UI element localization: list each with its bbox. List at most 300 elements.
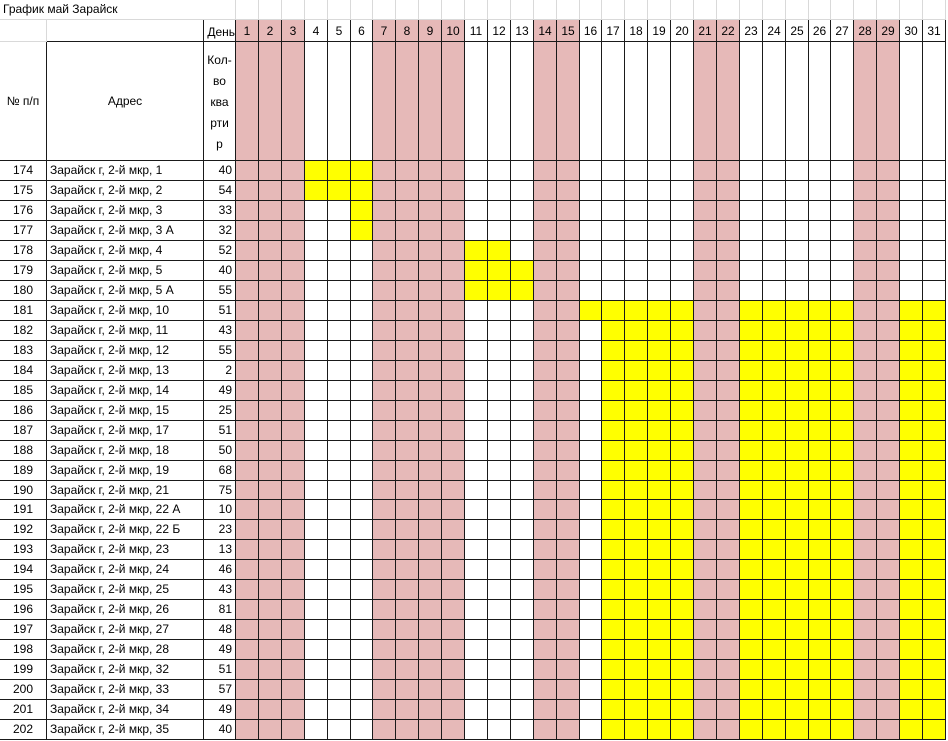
scheduled-day-cell[interactable] xyxy=(923,301,946,321)
day-cell[interactable] xyxy=(511,680,534,700)
row-address[interactable]: Зарайск г, 2-й мкр, 5 А xyxy=(47,281,204,301)
weekend-day-cell[interactable] xyxy=(236,720,259,740)
row-apartments[interactable]: 43 xyxy=(204,580,236,600)
day-cell[interactable] xyxy=(305,261,328,281)
weekend-day-cell[interactable] xyxy=(694,640,717,660)
scheduled-day-cell[interactable] xyxy=(671,720,694,740)
weekend-day-cell[interactable] xyxy=(419,720,442,740)
weekend-day-cell[interactable] xyxy=(694,660,717,680)
weekend-day-cell[interactable] xyxy=(534,500,557,520)
weekend-day-cell[interactable] xyxy=(694,361,717,381)
row-number[interactable]: 182 xyxy=(0,321,47,341)
day-cell[interactable] xyxy=(328,660,351,680)
row-number[interactable]: 175 xyxy=(0,181,47,201)
day-cell[interactable] xyxy=(511,520,534,540)
weekend-day-cell[interactable] xyxy=(717,421,740,441)
scheduled-day-cell[interactable] xyxy=(671,580,694,600)
day-cell[interactable] xyxy=(740,261,763,281)
scheduled-day-cell[interactable] xyxy=(923,720,946,740)
weekend-day-cell[interactable] xyxy=(419,261,442,281)
weekend-day-cell[interactable] xyxy=(396,421,419,441)
day-cell[interactable] xyxy=(625,281,648,301)
weekend-day-cell[interactable] xyxy=(236,500,259,520)
day-cell[interactable] xyxy=(580,580,602,600)
scheduled-day-cell[interactable] xyxy=(351,181,373,201)
scheduled-day-cell[interactable] xyxy=(763,481,786,500)
scheduled-day-cell[interactable] xyxy=(602,461,625,481)
day-cell[interactable] xyxy=(465,461,488,481)
scheduled-day-cell[interactable] xyxy=(831,401,854,421)
day-cell[interactable] xyxy=(786,281,809,301)
weekend-day-cell[interactable] xyxy=(694,620,717,640)
day-cell[interactable] xyxy=(351,520,373,540)
weekend-day-cell[interactable] xyxy=(534,221,557,241)
weekend-day-cell[interactable] xyxy=(282,281,305,301)
weekend-day-cell[interactable] xyxy=(717,401,740,421)
weekend-day-cell[interactable] xyxy=(694,381,717,401)
day-cell[interactable] xyxy=(671,281,694,301)
row-number[interactable]: 201 xyxy=(0,700,47,720)
scheduled-day-cell[interactable] xyxy=(671,700,694,720)
scheduled-day-cell[interactable] xyxy=(602,321,625,341)
weekend-day-cell[interactable] xyxy=(717,381,740,401)
row-number[interactable]: 187 xyxy=(0,421,47,441)
weekend-day-cell[interactable] xyxy=(694,421,717,441)
scheduled-day-cell[interactable] xyxy=(763,700,786,720)
weekend-day-cell[interactable] xyxy=(854,500,877,520)
row-address[interactable]: Зарайск г, 2-й мкр, 15 xyxy=(47,401,204,421)
weekend-day-cell[interactable] xyxy=(396,221,419,241)
weekend-day-cell[interactable] xyxy=(717,301,740,321)
weekend-day-cell[interactable] xyxy=(534,161,557,181)
weekend-day-cell[interactable] xyxy=(442,500,465,520)
scheduled-day-cell[interactable] xyxy=(671,680,694,700)
weekend-day-cell[interactable] xyxy=(373,281,396,301)
empty-cell[interactable] xyxy=(831,0,854,20)
day-cell[interactable] xyxy=(328,241,351,261)
day-column-header-cell[interactable] xyxy=(396,42,419,161)
scheduled-day-cell[interactable] xyxy=(809,580,831,600)
day-cell[interactable] xyxy=(488,341,511,361)
day-cell[interactable] xyxy=(923,241,946,261)
day-column-header-cell[interactable] xyxy=(809,42,831,161)
num-column-header[interactable]: № п/п xyxy=(0,42,47,161)
scheduled-day-cell[interactable] xyxy=(602,660,625,680)
day-cell[interactable] xyxy=(740,161,763,181)
weekend-day-cell[interactable] xyxy=(442,700,465,720)
scheduled-day-cell[interactable] xyxy=(671,321,694,341)
scheduled-day-cell[interactable] xyxy=(351,161,373,181)
day-header-cell[interactable]: 5 xyxy=(328,20,351,42)
day-cell[interactable] xyxy=(671,221,694,241)
day-column-header-cell[interactable] xyxy=(671,42,694,161)
row-address[interactable]: Зарайск г, 2-й мкр, 34 xyxy=(47,700,204,720)
scheduled-day-cell[interactable] xyxy=(602,680,625,700)
row-number[interactable]: 188 xyxy=(0,441,47,461)
day-cell[interactable] xyxy=(831,241,854,261)
day-cell[interactable] xyxy=(900,221,923,241)
day-column-header-cell[interactable] xyxy=(694,42,717,161)
day-cell[interactable] xyxy=(740,201,763,221)
weekend-day-cell[interactable] xyxy=(282,700,305,720)
day-cell[interactable] xyxy=(511,660,534,680)
scheduled-day-cell[interactable] xyxy=(923,580,946,600)
weekend-day-cell[interactable] xyxy=(282,421,305,441)
scheduled-day-cell[interactable] xyxy=(648,700,671,720)
day-cell[interactable] xyxy=(809,221,831,241)
weekend-day-cell[interactable] xyxy=(694,401,717,421)
day-cell[interactable] xyxy=(328,321,351,341)
scheduled-day-cell[interactable] xyxy=(740,421,763,441)
day-cell[interactable] xyxy=(511,321,534,341)
scheduled-day-cell[interactable] xyxy=(671,441,694,461)
row-apartments[interactable]: 51 xyxy=(204,301,236,321)
scheduled-day-cell[interactable] xyxy=(923,441,946,461)
empty-cell[interactable] xyxy=(877,0,900,20)
weekend-day-cell[interactable] xyxy=(282,660,305,680)
scheduled-day-cell[interactable] xyxy=(786,481,809,500)
day-cell[interactable] xyxy=(305,421,328,441)
day-cell[interactable] xyxy=(923,221,946,241)
day-header-cell[interactable]: 2 xyxy=(259,20,282,42)
weekend-day-cell[interactable] xyxy=(717,361,740,381)
scheduled-day-cell[interactable] xyxy=(763,660,786,680)
day-cell[interactable] xyxy=(305,301,328,321)
weekend-day-cell[interactable] xyxy=(534,660,557,680)
row-number[interactable]: 185 xyxy=(0,381,47,401)
row-apartments[interactable]: 40 xyxy=(204,261,236,281)
day-cell[interactable] xyxy=(923,181,946,201)
day-cell[interactable] xyxy=(305,481,328,500)
day-cell[interactable] xyxy=(923,281,946,301)
empty-cell[interactable] xyxy=(602,0,625,20)
day-cell[interactable] xyxy=(671,181,694,201)
weekend-day-cell[interactable] xyxy=(236,540,259,560)
day-header-cell[interactable]: 25 xyxy=(786,20,809,42)
empty-cell[interactable] xyxy=(923,0,946,20)
scheduled-day-cell[interactable] xyxy=(831,381,854,401)
scheduled-day-cell[interactable] xyxy=(488,261,511,281)
day-cell[interactable] xyxy=(305,720,328,740)
day-cell[interactable] xyxy=(328,201,351,221)
empty-cell[interactable] xyxy=(809,0,831,20)
day-cell[interactable] xyxy=(488,680,511,700)
weekend-day-cell[interactable] xyxy=(419,321,442,341)
day-cell[interactable] xyxy=(831,201,854,221)
day-cell[interactable] xyxy=(328,600,351,620)
day-cell[interactable] xyxy=(328,520,351,540)
empty-cell[interactable] xyxy=(717,0,740,20)
weekend-day-cell[interactable] xyxy=(534,381,557,401)
scheduled-day-cell[interactable] xyxy=(831,700,854,720)
day-column-header-cell[interactable] xyxy=(602,42,625,161)
day-header-cell[interactable]: 14 xyxy=(534,20,557,42)
day-cell[interactable] xyxy=(511,421,534,441)
day-cell[interactable] xyxy=(786,261,809,281)
scheduled-day-cell[interactable] xyxy=(809,720,831,740)
day-cell[interactable] xyxy=(305,620,328,640)
weekend-day-cell[interactable] xyxy=(373,221,396,241)
day-cell[interactable] xyxy=(328,640,351,660)
day-cell[interactable] xyxy=(511,481,534,500)
scheduled-day-cell[interactable] xyxy=(763,361,786,381)
day-cell[interactable] xyxy=(648,181,671,201)
day-cell[interactable] xyxy=(328,381,351,401)
scheduled-day-cell[interactable] xyxy=(625,640,648,660)
weekend-day-cell[interactable] xyxy=(877,401,900,421)
weekend-day-cell[interactable] xyxy=(854,321,877,341)
weekend-day-cell[interactable] xyxy=(717,700,740,720)
day-cell[interactable] xyxy=(763,161,786,181)
day-cell[interactable] xyxy=(580,461,602,481)
day-cell[interactable] xyxy=(328,301,351,321)
scheduled-day-cell[interactable] xyxy=(740,461,763,481)
weekend-day-cell[interactable] xyxy=(259,481,282,500)
weekend-day-cell[interactable] xyxy=(373,461,396,481)
day-column-header-cell[interactable] xyxy=(328,42,351,161)
day-cell[interactable] xyxy=(580,640,602,660)
row-number[interactable]: 197 xyxy=(0,620,47,640)
weekend-day-cell[interactable] xyxy=(442,381,465,401)
row-apartments[interactable]: 49 xyxy=(204,381,236,401)
weekend-day-cell[interactable] xyxy=(442,201,465,221)
row-apartments[interactable]: 40 xyxy=(204,720,236,740)
scheduled-day-cell[interactable] xyxy=(809,660,831,680)
day-cell[interactable] xyxy=(900,161,923,181)
day-header-cell[interactable]: 13 xyxy=(511,20,534,42)
row-apartments[interactable]: 33 xyxy=(204,201,236,221)
weekend-day-cell[interactable] xyxy=(373,421,396,441)
weekend-day-cell[interactable] xyxy=(419,241,442,261)
scheduled-day-cell[interactable] xyxy=(602,361,625,381)
scheduled-day-cell[interactable] xyxy=(900,560,923,580)
scheduled-day-cell[interactable] xyxy=(831,361,854,381)
scheduled-day-cell[interactable] xyxy=(809,640,831,660)
weekend-day-cell[interactable] xyxy=(534,401,557,421)
weekend-day-cell[interactable] xyxy=(694,201,717,221)
weekend-day-cell[interactable] xyxy=(419,401,442,421)
weekend-day-cell[interactable] xyxy=(717,600,740,620)
day-cell[interactable] xyxy=(580,520,602,540)
weekend-day-cell[interactable] xyxy=(717,161,740,181)
day-cell[interactable] xyxy=(351,381,373,401)
weekend-day-cell[interactable] xyxy=(259,421,282,441)
weekend-day-cell[interactable] xyxy=(259,660,282,680)
day-cell[interactable] xyxy=(488,181,511,201)
day-column-header-cell[interactable] xyxy=(282,42,305,161)
scheduled-day-cell[interactable] xyxy=(923,560,946,580)
day-cell[interactable] xyxy=(900,261,923,281)
weekend-day-cell[interactable] xyxy=(259,600,282,620)
day-cell[interactable] xyxy=(328,261,351,281)
scheduled-day-cell[interactable] xyxy=(740,381,763,401)
weekend-day-cell[interactable] xyxy=(282,720,305,740)
day-cell[interactable] xyxy=(580,700,602,720)
weekend-day-cell[interactable] xyxy=(396,241,419,261)
weekend-day-cell[interactable] xyxy=(259,540,282,560)
weekend-day-cell[interactable] xyxy=(717,461,740,481)
day-header-cell[interactable]: 18 xyxy=(625,20,648,42)
scheduled-day-cell[interactable] xyxy=(809,700,831,720)
scheduled-day-cell[interactable] xyxy=(923,540,946,560)
weekend-day-cell[interactable] xyxy=(373,580,396,600)
weekend-day-cell[interactable] xyxy=(259,241,282,261)
weekend-day-cell[interactable] xyxy=(694,221,717,241)
day-header-cell[interactable]: 9 xyxy=(419,20,442,42)
day-cell[interactable] xyxy=(488,660,511,680)
scheduled-day-cell[interactable] xyxy=(786,700,809,720)
scheduled-day-cell[interactable] xyxy=(602,500,625,520)
day-cell[interactable] xyxy=(740,241,763,261)
day-cell[interactable] xyxy=(511,361,534,381)
row-number[interactable]: 200 xyxy=(0,680,47,700)
weekend-day-cell[interactable] xyxy=(557,640,580,660)
day-cell[interactable] xyxy=(740,181,763,201)
scheduled-day-cell[interactable] xyxy=(740,720,763,740)
day-column-header-cell[interactable] xyxy=(442,42,465,161)
day-cell[interactable] xyxy=(580,720,602,740)
weekend-day-cell[interactable] xyxy=(442,580,465,600)
scheduled-day-cell[interactable] xyxy=(831,441,854,461)
day-cell[interactable] xyxy=(900,241,923,261)
day-header-cell[interactable]: 29 xyxy=(877,20,900,42)
scheduled-day-cell[interactable] xyxy=(625,321,648,341)
day-cell[interactable] xyxy=(305,700,328,720)
scheduled-day-cell[interactable] xyxy=(580,301,602,321)
empty-cell[interactable] xyxy=(419,0,442,20)
scheduled-day-cell[interactable] xyxy=(809,341,831,361)
day-cell[interactable] xyxy=(786,241,809,261)
day-cell[interactable] xyxy=(580,261,602,281)
weekend-day-cell[interactable] xyxy=(396,700,419,720)
scheduled-day-cell[interactable] xyxy=(809,461,831,481)
scheduled-day-cell[interactable] xyxy=(305,181,328,201)
weekend-day-cell[interactable] xyxy=(259,680,282,700)
scheduled-day-cell[interactable] xyxy=(831,660,854,680)
day-cell[interactable] xyxy=(351,660,373,680)
weekend-day-cell[interactable] xyxy=(534,441,557,461)
day-cell[interactable] xyxy=(671,241,694,261)
weekend-day-cell[interactable] xyxy=(373,241,396,261)
day-cell[interactable] xyxy=(328,560,351,580)
weekend-day-cell[interactable] xyxy=(419,441,442,461)
weekend-day-cell[interactable] xyxy=(442,560,465,580)
row-apartments[interactable]: 49 xyxy=(204,700,236,720)
weekend-day-cell[interactable] xyxy=(396,660,419,680)
day-cell[interactable] xyxy=(488,720,511,740)
weekend-day-cell[interactable] xyxy=(259,500,282,520)
weekend-day-cell[interactable] xyxy=(442,520,465,540)
weekend-day-cell[interactable] xyxy=(396,540,419,560)
day-cell[interactable] xyxy=(328,361,351,381)
day-cell[interactable] xyxy=(786,161,809,181)
day-cell[interactable] xyxy=(465,161,488,181)
scheduled-day-cell[interactable] xyxy=(831,640,854,660)
day-column-header-cell[interactable] xyxy=(259,42,282,161)
weekend-day-cell[interactable] xyxy=(854,401,877,421)
empty-cell[interactable] xyxy=(465,0,488,20)
day-cell[interactable] xyxy=(602,241,625,261)
day-cell[interactable] xyxy=(351,281,373,301)
weekend-day-cell[interactable] xyxy=(534,241,557,261)
weekend-day-cell[interactable] xyxy=(373,560,396,580)
scheduled-day-cell[interactable] xyxy=(900,381,923,401)
weekend-day-cell[interactable] xyxy=(534,321,557,341)
scheduled-day-cell[interactable] xyxy=(328,181,351,201)
day-cell[interactable] xyxy=(328,221,351,241)
day-cell[interactable] xyxy=(511,560,534,580)
weekend-day-cell[interactable] xyxy=(373,261,396,281)
day-column-header-cell[interactable] xyxy=(580,42,602,161)
weekend-day-cell[interactable] xyxy=(717,660,740,680)
day-cell[interactable] xyxy=(465,620,488,640)
row-apartments[interactable]: 55 xyxy=(204,281,236,301)
scheduled-day-cell[interactable] xyxy=(763,341,786,361)
weekend-day-cell[interactable] xyxy=(854,241,877,261)
weekend-day-cell[interactable] xyxy=(557,401,580,421)
weekend-day-cell[interactable] xyxy=(877,281,900,301)
scheduled-day-cell[interactable] xyxy=(648,660,671,680)
scheduled-day-cell[interactable] xyxy=(923,640,946,660)
scheduled-day-cell[interactable] xyxy=(671,500,694,520)
weekend-day-cell[interactable] xyxy=(877,461,900,481)
day-cell[interactable] xyxy=(328,441,351,461)
weekend-day-cell[interactable] xyxy=(534,201,557,221)
day-column-header-cell[interactable] xyxy=(465,42,488,161)
weekend-day-cell[interactable] xyxy=(442,421,465,441)
scheduled-day-cell[interactable] xyxy=(602,481,625,500)
day-cell[interactable] xyxy=(305,441,328,461)
day-column-header-cell[interactable] xyxy=(625,42,648,161)
weekend-day-cell[interactable] xyxy=(396,261,419,281)
weekend-day-cell[interactable] xyxy=(877,301,900,321)
weekend-day-cell[interactable] xyxy=(419,600,442,620)
day-cell[interactable] xyxy=(351,500,373,520)
scheduled-day-cell[interactable] xyxy=(625,401,648,421)
weekend-day-cell[interactable] xyxy=(717,720,740,740)
scheduled-day-cell[interactable] xyxy=(740,700,763,720)
weekend-day-cell[interactable] xyxy=(396,341,419,361)
row-apartments[interactable]: 51 xyxy=(204,421,236,441)
scheduled-day-cell[interactable] xyxy=(740,321,763,341)
scheduled-day-cell[interactable] xyxy=(786,660,809,680)
day-column-header-cell[interactable] xyxy=(488,42,511,161)
scheduled-day-cell[interactable] xyxy=(831,560,854,580)
weekend-day-cell[interactable] xyxy=(877,580,900,600)
weekend-day-cell[interactable] xyxy=(557,161,580,181)
scheduled-day-cell[interactable] xyxy=(763,580,786,600)
scheduled-day-cell[interactable] xyxy=(511,261,534,281)
scheduled-day-cell[interactable] xyxy=(900,520,923,540)
row-address[interactable]: Зарайск г, 2-й мкр, 3 xyxy=(47,201,204,221)
weekend-day-cell[interactable] xyxy=(259,341,282,361)
scheduled-day-cell[interactable] xyxy=(602,560,625,580)
day-cell[interactable] xyxy=(305,580,328,600)
weekend-day-cell[interactable] xyxy=(259,221,282,241)
weekend-day-cell[interactable] xyxy=(854,600,877,620)
weekend-day-cell[interactable] xyxy=(373,680,396,700)
weekend-day-cell[interactable] xyxy=(236,261,259,281)
scheduled-day-cell[interactable] xyxy=(831,520,854,540)
scheduled-day-cell[interactable] xyxy=(625,481,648,500)
weekend-day-cell[interactable] xyxy=(534,361,557,381)
weekend-day-cell[interactable] xyxy=(557,500,580,520)
scheduled-day-cell[interactable] xyxy=(923,361,946,381)
scheduled-day-cell[interactable] xyxy=(809,500,831,520)
scheduled-day-cell[interactable] xyxy=(831,620,854,640)
weekend-day-cell[interactable] xyxy=(282,341,305,361)
scheduled-day-cell[interactable] xyxy=(648,361,671,381)
